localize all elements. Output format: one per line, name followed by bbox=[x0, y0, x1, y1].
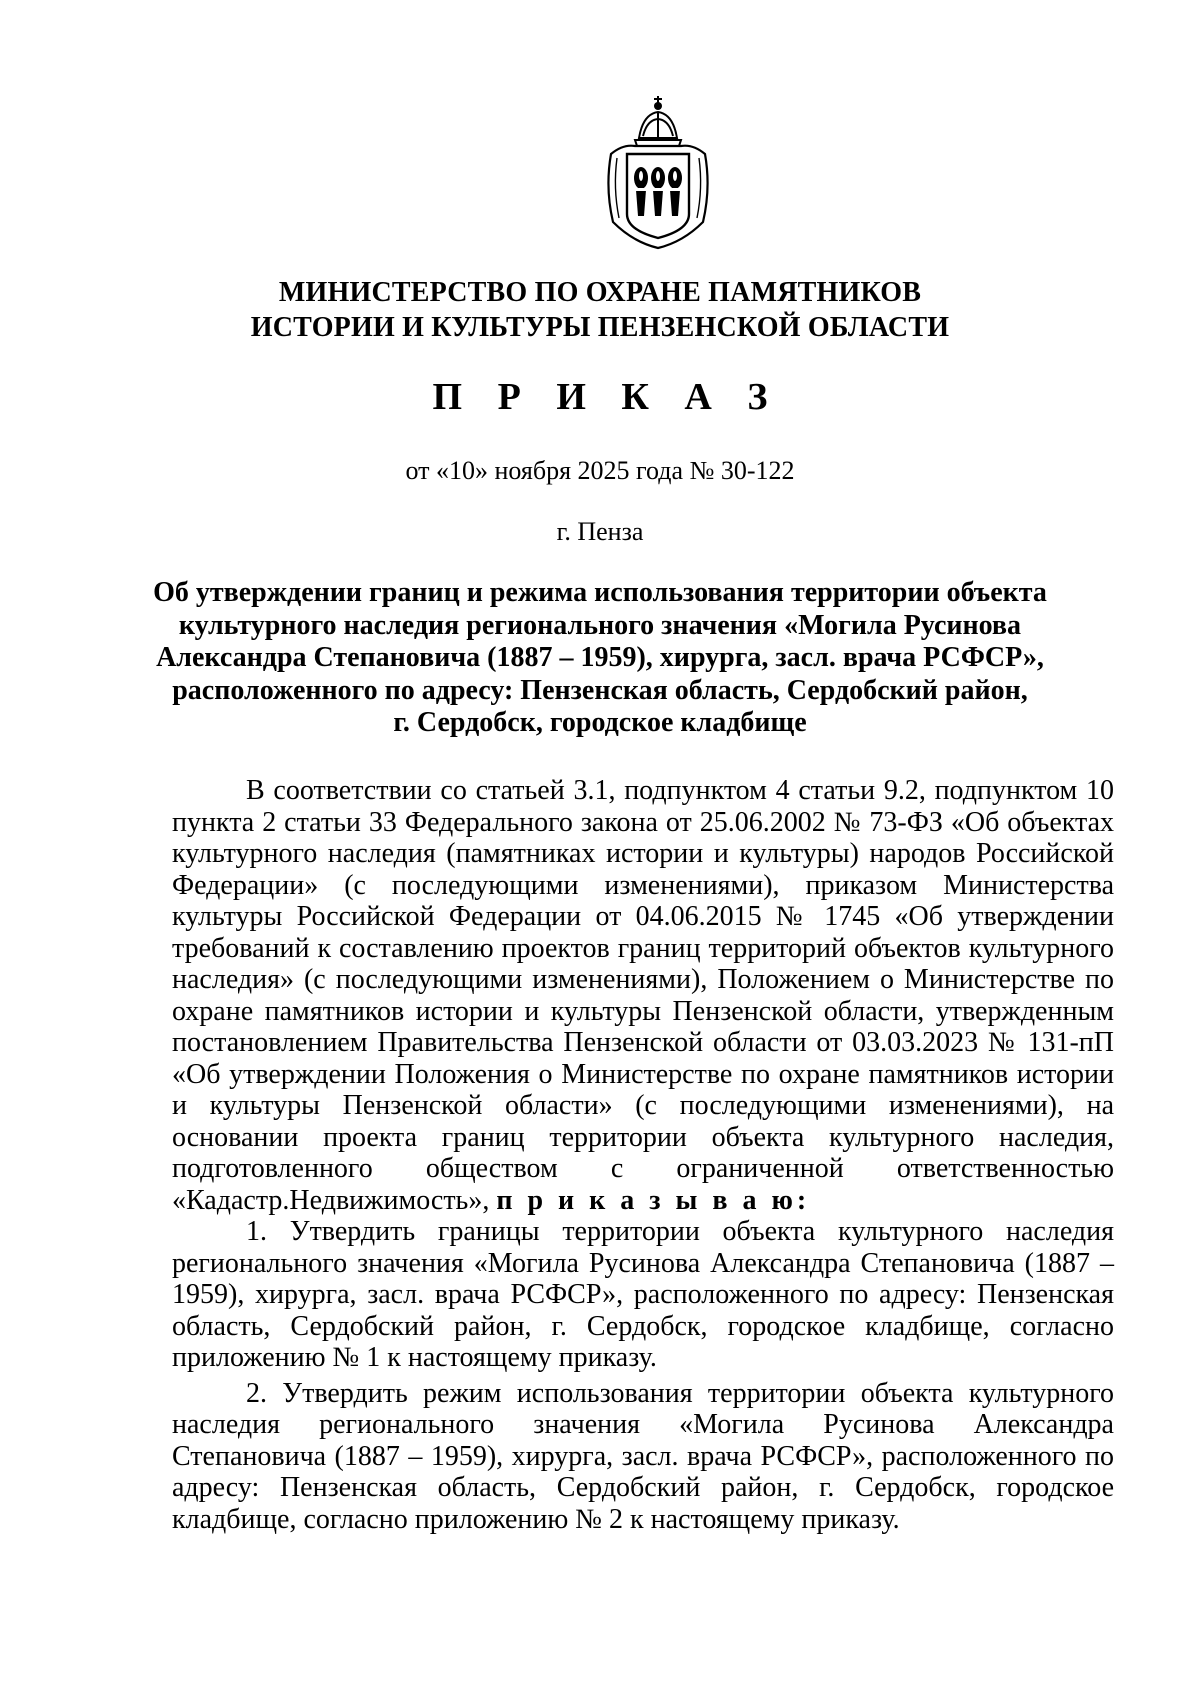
preamble-line: наследия» (с последующими изменениями), Положением о Министерстве по bbox=[172, 964, 1114, 995]
ministry-name bbox=[0, 275, 1200, 345]
item-line: регионального значения «Могила Русинова Александра Степановича (1887 – bbox=[172, 1247, 1114, 1279]
item-line: адресу: Пензенская область, Сердобский район, г. Сердобск, городское bbox=[172, 1472, 1114, 1503]
order-item-1 bbox=[172, 1216, 1114, 1374]
item-line: 1. Утвердить границы территории объекта культурного наследия bbox=[246, 1216, 1114, 1247]
item-line: 1959), хирурга, засл. врача РСФСР», расположенного по адресу: Пензенская bbox=[172, 1279, 1114, 1310]
preamble-line: подготовленного обществом с ограниченной ответственностью bbox=[172, 1153, 1114, 1184]
preamble-line: Федерации» (с последующими изменениями), приказом Министерства bbox=[172, 869, 1114, 901]
order-date-number: от «10» ноября 2025 года № 30-122 bbox=[405, 456, 795, 485]
subject-line: г. Сердобск, городское кладбище bbox=[393, 707, 807, 738]
ministry-name-line-2: ИСТОРИИ И КУЛЬТУРЫ ПЕНЗЕНСКОЙ ОБЛАСТИ bbox=[250, 312, 950, 343]
preamble-line: постановлением Правительства Пензенской области от 03.03.2023 № 131-пП bbox=[172, 1027, 1114, 1058]
penza-coat-of-arms-emblem bbox=[599, 92, 717, 252]
order-item-2 bbox=[172, 1378, 1114, 1536]
item-line: приложению № 1 к настоящему приказу. bbox=[172, 1342, 657, 1373]
coat-of-arms-icon bbox=[599, 92, 717, 252]
item-line: Степановича (1887 – 1959), хирурга, засл. врача РСФСР», расположенного по bbox=[172, 1440, 1114, 1472]
preamble-line: требований к составлению проектов границ территорий объектов культурного bbox=[172, 932, 1114, 964]
preamble-line: пункта 2 статьи 33 Федерального закона от 25.06.2002 № 73-ФЗ «Об объектах bbox=[172, 806, 1114, 838]
item-line: наследия регионального значения «Могила Русинова Александра bbox=[172, 1409, 1114, 1440]
order-verb: п р и к а з ы в а ю: bbox=[496, 1184, 811, 1216]
preamble-line: В соответствии со статьей 3.1, подпунктом 4 статьи 9.2, подпунктом 10 bbox=[246, 775, 1114, 806]
subject-line: культурного наследия регионального значения «Могила Русинова bbox=[178, 609, 1022, 641]
preamble-line: «Об утверждении Положения о Министерстве по охране памятников истории bbox=[172, 1058, 1114, 1090]
item-line: область, Сердобский район, г. Сердобск, городское кладбище, согласно bbox=[172, 1310, 1114, 1342]
preamble-paragraph bbox=[172, 775, 1114, 1216]
preamble-line: и культуры Пензенской области» (с последующими изменениями), на bbox=[172, 1090, 1114, 1121]
order-body bbox=[172, 775, 1114, 1535]
preamble-line: охране памятников истории и культуры Пензенской области, утвержденным bbox=[172, 995, 1114, 1027]
preamble-line: основании проекта границ территории объекта культурного наследия, bbox=[172, 1121, 1114, 1153]
subject-line: расположенного по адресу: Пензенская область, Сердобский район, bbox=[172, 674, 1028, 706]
subject-line: Об утверждении границ и режима использования территории объекта bbox=[153, 577, 1047, 608]
subject-line: Александра Степановича (1887 – 1959), хирурга, засл. врача РСФСР», bbox=[156, 642, 1044, 673]
order-subject-heading bbox=[120, 577, 1080, 740]
document-type-title: П Р И К А З bbox=[432, 376, 781, 418]
item-line: 2. Утвердить режим использования территории объекта культурного bbox=[246, 1377, 1114, 1409]
item-line: кладбище, согласно приложению № 2 к настоящему приказу. bbox=[172, 1503, 900, 1535]
city-name: г. Пенза bbox=[556, 517, 644, 546]
preamble-line: культуры Российской Федерации от 04.06.2015 № 1745 «Об утверждении bbox=[172, 901, 1114, 932]
preamble-line: культурного наследия (памятниках истории и культуры) народов Российской bbox=[172, 838, 1114, 869]
ministry-name-line-1: МИНИСТЕРСТВО ПО ОХРАНЕ ПАМЯТНИКОВ bbox=[278, 277, 922, 308]
preamble-line-prefix: «Кадастр.Недвижимость», bbox=[172, 1184, 497, 1216]
preamble-last-line bbox=[172, 1185, 1114, 1217]
